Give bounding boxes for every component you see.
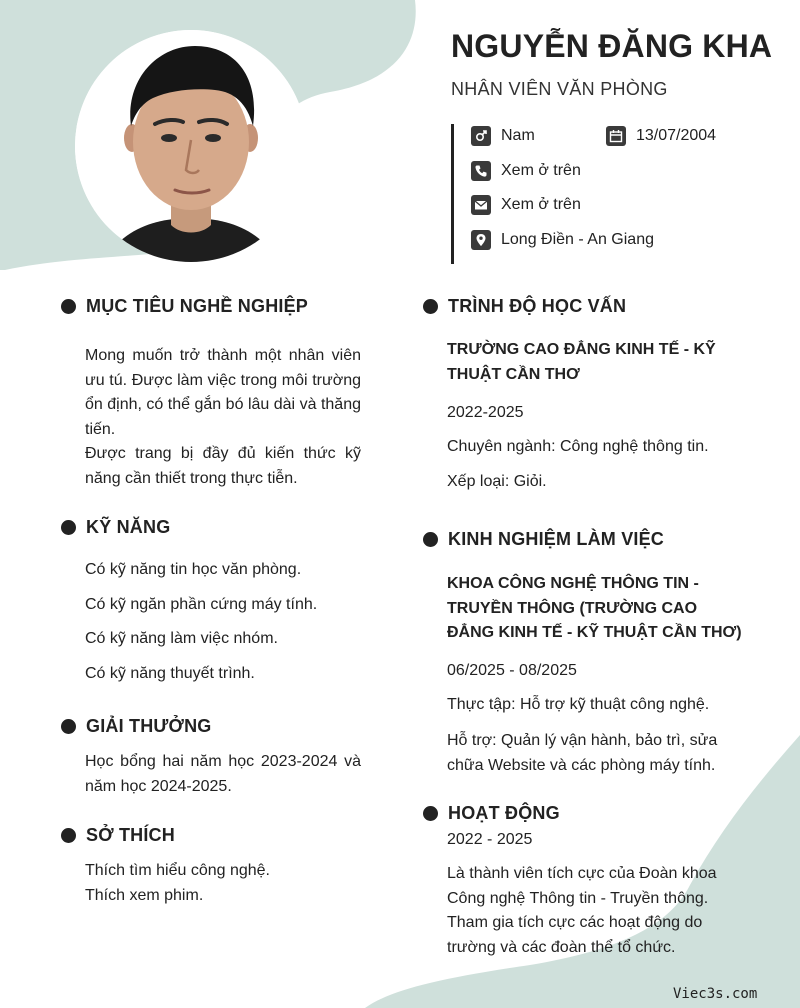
info-phone xyxy=(471,161,581,181)
activities-years: 2022 - 2025 xyxy=(447,831,533,848)
portrait-illustration xyxy=(75,30,307,262)
birthdate-value: 13/07/2004 xyxy=(636,127,717,144)
hobby-item: Thích xem phim. xyxy=(85,887,204,904)
experience-heading: KINH NGHIỆM LÀM VIỆC xyxy=(423,529,664,550)
objective-line: Được trang bị đầy đủ kiến thức kỹ năng cần thiết trong thực tiễn. xyxy=(85,445,361,487)
bullet-icon xyxy=(423,532,438,547)
profile-photo xyxy=(75,30,307,262)
activities-text: Là thành viên tích cực của Đoàn khoa Công nghệ Thông tin - Truyền thông. Tham gia tích cực các hoạt động do trường và các đoàn thể tổ chức. xyxy=(447,865,717,956)
skill-item: Có kỹ năng tin học văn phòng. xyxy=(85,561,302,578)
education-rank: Xếp loại: Giỏi. xyxy=(447,473,547,490)
awards-heading: GIẢI THƯỞNG xyxy=(61,716,211,737)
email-icon xyxy=(471,195,491,215)
hobby-item: Thích tìm hiểu công nghệ. xyxy=(85,862,270,879)
info-address xyxy=(471,230,654,250)
info-birthdate xyxy=(606,126,716,146)
skills-heading: KỸ NĂNG xyxy=(61,517,170,538)
bullet-icon xyxy=(61,520,76,535)
job-title: NHÂN VIÊN VĂN PHÒNG xyxy=(451,79,668,99)
gender-value: Nam xyxy=(501,127,535,144)
watermark: Viec3s.com xyxy=(673,986,758,1002)
location-pin-icon xyxy=(471,230,491,250)
objective-text xyxy=(85,344,361,491)
info-email xyxy=(471,195,581,215)
bullet-icon xyxy=(61,828,76,843)
education-school: TRƯỜNG CAO ĐẲNG KINH TẾ - KỸ THUẬT CẦN THƠ xyxy=(447,341,716,383)
bullet-icon xyxy=(423,806,438,821)
education-years: 2022-2025 xyxy=(447,404,524,421)
experience-period: 06/2025 - 08/2025 xyxy=(447,662,577,679)
bullet-icon xyxy=(423,299,438,314)
objective-line: Mong muốn trở thành một nhân viên ưu tú. Được làm việc trong môi trường ổn định, có thể gắn bó lâu dài và thăng tiến. xyxy=(85,347,361,438)
bullet-icon xyxy=(61,719,76,734)
experience-duty: Hỗ trợ: Quản lý vận hành, bảo trì, sửa chữa Website và các phòng máy tính. xyxy=(447,732,718,774)
calendar-icon xyxy=(606,126,626,146)
candidate-name: NGUYỄN ĐĂNG KHA xyxy=(451,28,773,64)
awards-text: Học bổng hai năm học 2023-2024 và năm học 2024-2025. xyxy=(85,753,361,795)
gender-icon xyxy=(471,126,491,146)
phone-value: Xem ở trên xyxy=(501,162,581,179)
skill-item: Có kỹ năng thuyết trình. xyxy=(85,665,255,682)
info-gender xyxy=(471,126,535,146)
address-value: Long Điền - An Giang xyxy=(501,231,654,248)
phone-icon xyxy=(471,161,491,181)
education-heading: TRÌNH ĐỘ HỌC VẤN xyxy=(423,296,626,317)
hobbies-heading: SỞ THÍCH xyxy=(61,825,175,846)
skill-item: Có kỹ ngăn phần cứng máy tính. xyxy=(85,596,318,613)
experience-role: Thực tập: Hỗ trợ kỹ thuật công nghệ. xyxy=(447,696,710,713)
bullet-icon xyxy=(61,299,76,314)
experience-org: KHOA CÔNG NGHỆ THÔNG TIN - TRUYỀN THÔNG (TRƯỜNG CAO ĐẲNG KINH TẾ - KỸ THUẬT CẦN THƠ) xyxy=(447,575,742,641)
skill-item: Có kỹ năng làm việc nhóm. xyxy=(85,630,278,647)
email-value: Xem ở trên xyxy=(501,196,581,213)
info-divider xyxy=(451,124,454,264)
activities-heading: HOẠT ĐỘNG xyxy=(423,803,560,824)
objective-heading: MỤC TIÊU NGHỀ NGHIỆP xyxy=(61,296,308,317)
education-major: Chuyên ngành: Công nghệ thông tin. xyxy=(447,438,709,455)
